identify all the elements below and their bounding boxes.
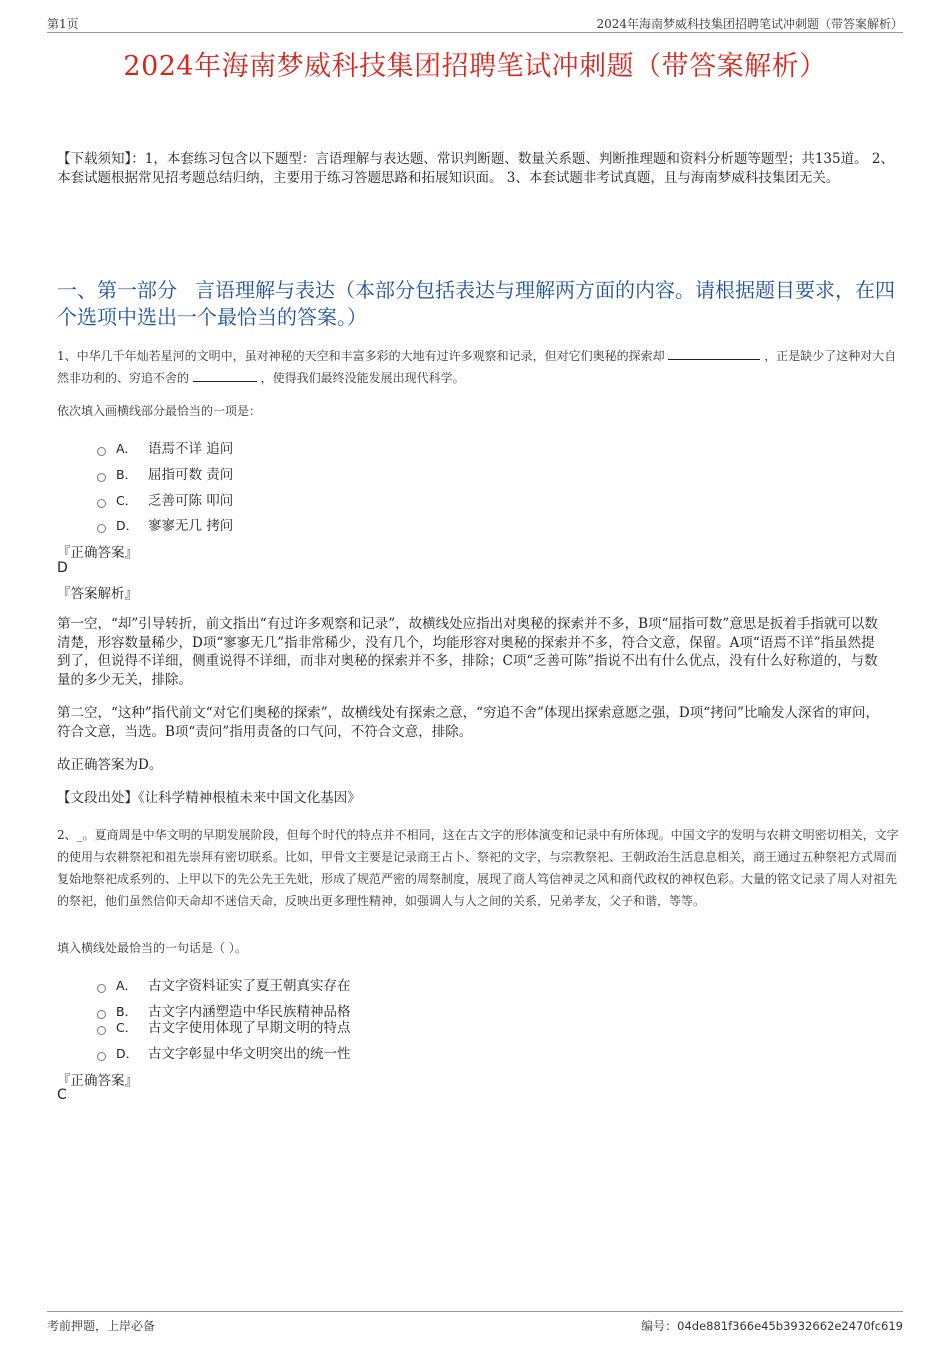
q1-analysis-conclusion: 故正确答案为D。 xyxy=(57,757,163,773)
q1-option-d[interactable]: D． 寥寥无几 拷问 xyxy=(97,514,233,534)
footer-code: 编号：04de881f366e45b3932662e2470fc619 xyxy=(641,1319,903,1333)
radio-icon[interactable] xyxy=(97,1026,106,1035)
fill-blank-2 xyxy=(193,369,257,382)
q2-answer: C xyxy=(57,1087,67,1103)
q1-analysis-para-1: 第一空，“却”引导转折，前文指出“有过许多观察和记录”，故横线处应指出对奥秘的探索并不多，B项“屈指可数”意思是扳着手指就可以数清楚，形容数量稀少，D项“寥寥无几”指非常稀少，没有几个，均能形容对奥秘的探索并不多，符合文意，保留。A项“语焉不详”指虽然提到了，但说得不详细，侧重说得不详细，而非对奥秘的探索并不多，排除；C项“乏善可陈”指说不出有什么优点，没有什么好称道的，与数量的多少无关，排除。 xyxy=(57,616,878,688)
footer-slogan: 考前押题，上岸必备 xyxy=(47,1319,156,1333)
radio-icon[interactable] xyxy=(97,473,106,482)
section-part: 一、第一部分 xyxy=(57,278,177,302)
q1-answer-label: 『正确答案』 xyxy=(57,545,138,561)
question-1-prompt: 依次填入画横线部分最恰当的一项是： xyxy=(57,404,262,418)
q1-option-a[interactable]: A． 语焉不详 追问 xyxy=(97,437,233,457)
page-number: 第1页 xyxy=(47,17,79,31)
download-notice: 【下载须知】：1，本套练习包含以下题型：言语理解与表达题、常识判断题、数量关系题、判断推理题和资料分析题等题型；共135道。 2、本套试题根据常见招考题总结归纳，主要用于练习答题思路和拓展知识面。 3、本套试题非考试真题，且与海南梦威科技集团无关。 xyxy=(57,151,894,186)
q1-source: 【文段出处】《让科学精神根植未来中国文化基因》 xyxy=(57,790,361,806)
page-title: 2024年海南梦威科技集团招聘笔试冲刺题（带答案解析） xyxy=(123,51,827,82)
question-2-prompt: 填入横线处最恰当的一句话是（ ）。 xyxy=(57,941,247,955)
question-2-text: 2、_。夏商周是中华文明的早期发展阶段，但每个时代的特点并不相同，这在古文字的形体演变和记录中有所体现。中国文字的发明与农耕文明密切相关，文字的使用与农耕祭祀和祖先崇拜有密切联系。比如，甲骨文主要是记录商王占卜、祭祀的文字，与宗教祭祀、王朝政治生活息息相关，商王通过五种祭祀方式周而复始地祭祀成系列的、上甲以下的先公先王先妣，形成了规范严密的周祭制度，展现了商人笃信神灵之风和商代政权的神权色彩。大量的铭文记录了周人对祖先的祭祀，他们虽然信仰天命却不迷信天命，反映出更多理性精神，如强调人与人之间的关系，兄弟孝友，父子和谐，等等。 xyxy=(57,828,899,908)
fill-blank-1 xyxy=(668,347,760,360)
q1-analysis-label: 『答案解析』 xyxy=(57,586,138,602)
q1-option-b[interactable]: B． 屈指可数 责问 xyxy=(97,463,233,483)
section-text: 言语理解与表达（本部分包括表达与理解两方面的内容。请根据题目要求，在四个选项中选出一个最恰当的答案。） xyxy=(57,278,895,329)
header-doc-title: 2024年海南梦威科技集团招聘笔试冲刺题（带答案解析） xyxy=(596,17,903,31)
q2-option-c[interactable]: C． 古文字使用体现了早期文明的特点 xyxy=(97,1016,351,1036)
q2-option-d[interactable]: D． 古文字彰显中华文明突出的统一性 xyxy=(97,1042,351,1062)
radio-icon[interactable] xyxy=(97,499,106,508)
q2-option-a[interactable]: A． 古文字资料证实了夏王朝真实存在 xyxy=(97,974,351,994)
q1-analysis-para-2: 第二空，“这种”指代前文“对它们奥秘的探索”，故横线处有探索之意，“穷追不舍”体现出探索意愿之强，D项“拷问”比喻发人深省的审问，符合文意，当选。B项“责问”指用责备的口气问，不符合文意，排除。 xyxy=(57,705,880,740)
q2-option-b[interactable]: B． 古文字内涵塑造中华民族精神品格 xyxy=(97,1000,351,1020)
q1-answer: D xyxy=(57,560,68,576)
page-header xyxy=(47,12,903,33)
question-1-text: 1、中华几千年灿若星河的文明中，虽对神秘的天空和丰富多彩的大地有过许多观察和记录，但对它们奥秘的探索却 ，正是缺少了这种对大自然非功利的、穷追不舍的 ，使得我们最终没能发展出现代科学。 xyxy=(57,349,897,385)
radio-icon[interactable] xyxy=(97,524,106,533)
q1-option-c[interactable]: C． 乏善可陈 叩问 xyxy=(97,489,233,509)
section-heading xyxy=(57,277,897,331)
page-footer xyxy=(47,1311,903,1336)
radio-icon[interactable] xyxy=(97,447,106,456)
radio-icon[interactable] xyxy=(97,1052,106,1061)
radio-icon[interactable] xyxy=(97,984,106,993)
q2-answer-label: 『正确答案』 xyxy=(57,1073,138,1089)
